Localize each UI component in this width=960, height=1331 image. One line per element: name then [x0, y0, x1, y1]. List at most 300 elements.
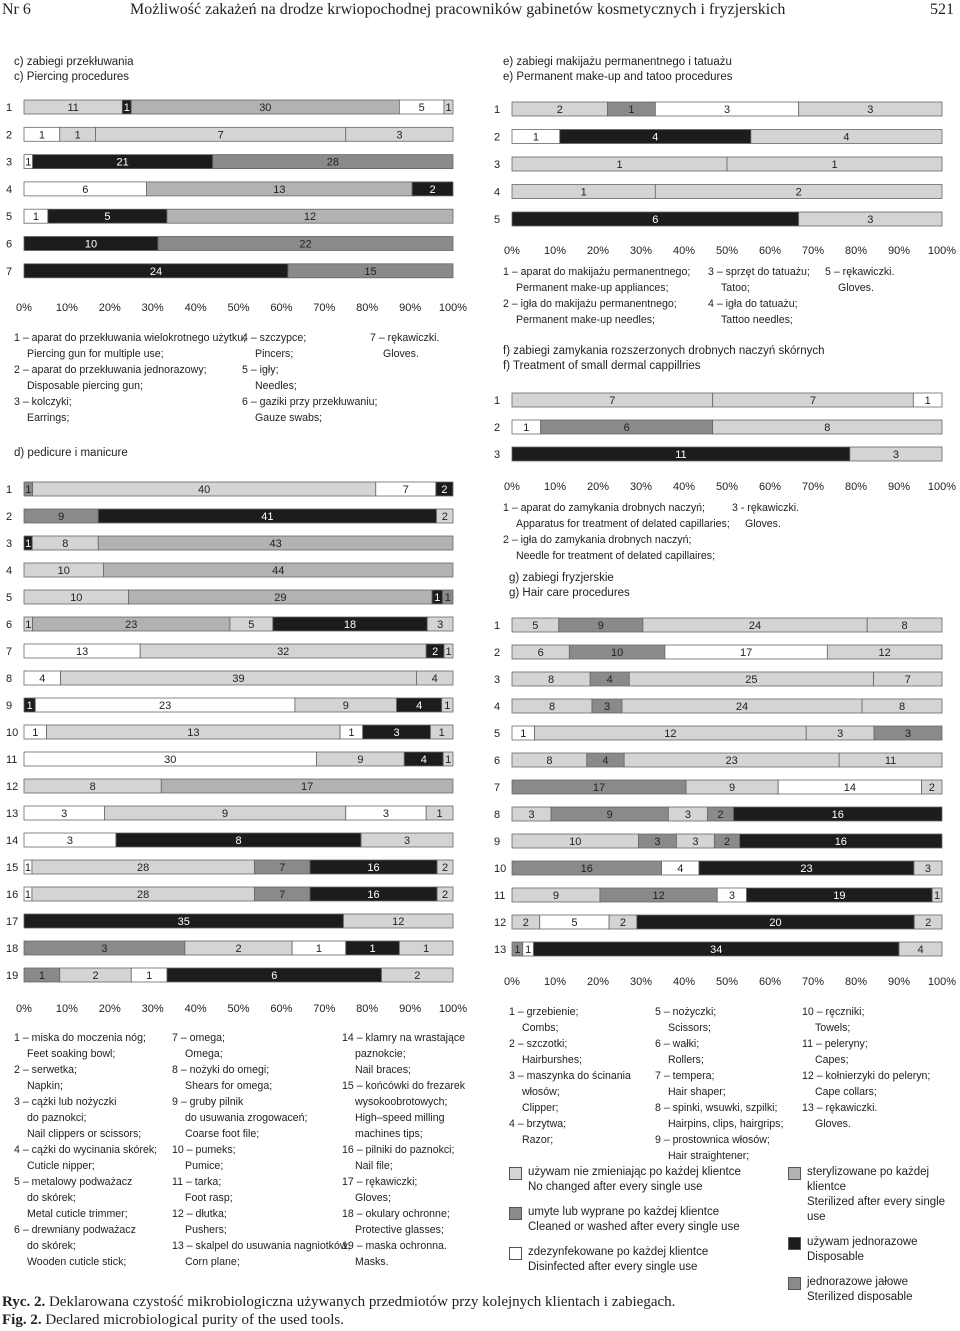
x-tick-label: 30%	[141, 302, 164, 314]
bar-value-label: 9	[357, 754, 364, 766]
bar-value-label: 2	[92, 970, 99, 982]
legend-item: 18 – okulary ochronne; Protective glasses;	[342, 1208, 450, 1236]
bar-value-label: 11	[67, 102, 79, 114]
legend-item: 6 – gaziki przy przekłuwaniu; Gauze swabs;	[242, 396, 378, 424]
bar-value-label: 4	[602, 755, 609, 767]
bar-value-label: 3	[892, 449, 899, 461]
x-tick-label: 20%	[586, 245, 610, 257]
x-tick-label: 100%	[927, 245, 957, 257]
x-tick-label: 30%	[141, 1003, 164, 1015]
x-tick-label: 60%	[270, 302, 293, 314]
bar-value-label: 4	[917, 944, 924, 956]
bar-value-label: 1	[445, 102, 452, 114]
x-tick-label: 90%	[399, 1003, 422, 1015]
bar-value-label: 1	[38, 970, 45, 982]
x-tick-label: 90%	[887, 481, 911, 493]
legend-item: 4 – szczypce; Pincers;	[242, 332, 307, 360]
panel-e-title-pl: e) zabiegi makijażu permanentnego i tatuażu	[503, 56, 732, 68]
bar-value-label: 10	[57, 565, 70, 577]
x-tick-label: 100%	[927, 481, 957, 493]
x-tick-label: 20%	[98, 302, 121, 314]
category-label: 8	[494, 809, 501, 821]
bar-value-label: 23	[125, 619, 138, 631]
legend-item: 13 – skalpel do usuwania nagniotków; Corn plane;	[172, 1240, 351, 1268]
key-entry: używam nie zmieniając po każdej klientce No changed after every single use	[509, 1165, 789, 1195]
x-tick-label: 50%	[227, 1003, 250, 1015]
category-label: 5	[494, 728, 501, 740]
bar-value-label: 9	[729, 782, 736, 794]
legend-item: 2 – igła do zamykania drobnych naczyń; Needle for treatment of delated capillaires;	[503, 534, 716, 562]
legend-item: 5 – nożyczki; Scissors;	[655, 1006, 717, 1034]
bar-value-label: 4	[652, 131, 659, 144]
caption-en-label: Fig. 2.	[2, 1312, 42, 1328]
bar-value-label: 5	[571, 917, 578, 929]
bar-value-label: 1	[831, 159, 838, 171]
bar-value-label: 16	[834, 836, 847, 848]
legend-item: 2 – aparat do przekłuwania jednorazowy; Disposable piercing gun;	[14, 364, 207, 392]
bar-value-label: 35	[177, 916, 190, 928]
category-label: 2	[494, 422, 501, 434]
bar-value-label: 7	[809, 395, 817, 407]
x-tick-label: 40%	[672, 976, 696, 988]
category-label: 13	[6, 808, 19, 820]
x-tick-label: 80%	[356, 302, 379, 314]
category-label: 10	[6, 727, 19, 739]
bar-value-label: 2	[429, 183, 436, 196]
bar-value-label: 10	[84, 238, 98, 251]
bar-value-label: 13	[187, 727, 200, 739]
x-tick-label: 0%	[16, 1003, 32, 1015]
category-label: 9	[6, 700, 13, 712]
caption-pl-label: Ryc. 2.	[2, 1294, 46, 1310]
bar-value-label: 1	[514, 944, 521, 956]
x-tick-label: 40%	[184, 1003, 207, 1015]
category-label: 7	[6, 646, 13, 658]
legend-item: 4 – cążki do wycinania skórek; Cuticle nipper;	[14, 1144, 158, 1172]
bar-value-label: 1	[525, 944, 532, 956]
bar-value-label: 8	[548, 674, 555, 686]
bar-value-label: 41	[261, 511, 274, 523]
key-entry: sterylizowane po każdej klientce Sterilized after every single use	[788, 1165, 958, 1225]
category-label: 18	[6, 943, 19, 955]
x-tick-label: 20%	[586, 976, 610, 988]
x-tick-label: 80%	[844, 245, 868, 257]
panel-d-title-pl: d) pedicure i manicure	[14, 447, 128, 459]
x-tick-label: 80%	[356, 1003, 379, 1015]
category-label: 4	[6, 183, 13, 196]
bar-value-label: 1	[32, 211, 39, 224]
bar-value-label: 3	[837, 728, 844, 740]
bar-value-label: 2	[795, 186, 802, 199]
legend-item: 9 – gruby pilnik do usuwania zrogowaceń; Coarse foot file;	[172, 1096, 308, 1140]
bar-value-label: 2	[441, 511, 448, 523]
bar-value-label: 4	[606, 674, 613, 686]
x-tick-label: 30%	[629, 481, 653, 493]
bar-value-label: 3	[684, 809, 691, 821]
bar-value-label: 28	[137, 889, 150, 901]
bar-value-label: 28	[137, 862, 150, 874]
bar-value-label: 11	[675, 449, 687, 461]
bar-value-label: 3	[692, 836, 699, 848]
bar-value-label: 24	[149, 265, 163, 278]
bar-value-label: 17	[739, 647, 753, 659]
bar-value-label: 1	[436, 808, 443, 820]
bar-value-label: 1	[25, 156, 32, 169]
category-label: 14	[6, 835, 19, 847]
bar-value-label: 12	[392, 916, 405, 928]
legend-item: 4 – brzytwa; Razor;	[509, 1118, 567, 1146]
bar-value-label: 1	[315, 943, 322, 955]
bar-value-label: 23	[725, 755, 738, 767]
bar-value-label: 7	[217, 129, 224, 142]
bar-value-label: 10	[70, 592, 83, 604]
legend-item: 4 – igła do tatuażu; Tattoo needles;	[708, 298, 798, 326]
bar-value-label: 34	[710, 944, 723, 956]
x-tick-label: 10%	[543, 976, 567, 988]
bar-value-label: 8	[546, 755, 553, 767]
bar-value-label: 23	[158, 700, 172, 712]
bar-value-label: 1	[924, 395, 931, 407]
legend-item: 3 - rękawiczki. Gloves.	[732, 502, 800, 530]
category-label: 4	[494, 186, 501, 199]
bar-value-label: 3	[924, 863, 932, 875]
category-label: 1	[494, 104, 501, 116]
bar-value-label: 16	[831, 809, 844, 821]
category-label: 7	[494, 782, 501, 794]
bar-value-label: 9	[58, 511, 65, 523]
bar-value-label: 2	[925, 917, 932, 929]
legend-item: 13 – rękawiczki. Gloves.	[802, 1102, 878, 1130]
legend-item: 1 – aparat do przekłuwania wielokrotnego użytku; Piercing gun for multiple use;	[14, 332, 247, 360]
x-tick-label: 60%	[758, 976, 782, 988]
legend-item: 6 – drewniany podważacz do skórek; Wooden cuticle stick;	[14, 1224, 136, 1268]
category-label: 5	[6, 211, 13, 224]
bar-value-label: 4	[420, 754, 427, 766]
category-label: 2	[494, 131, 501, 144]
bar-value-label: 6	[623, 422, 630, 434]
bar-value-label: 3	[382, 808, 390, 820]
key-entry: jednorazowe jałowe Sterilized disposable	[788, 1275, 958, 1305]
bar-value-label: 15	[364, 265, 377, 278]
legend-item: 1 – aparat do zamykania drobnych naczyń; Apparatus for treatment of delated capillaries;	[503, 502, 730, 530]
x-tick-label: 0%	[504, 481, 520, 493]
category-label: 2	[494, 647, 501, 659]
bar-value-label: 6	[537, 647, 544, 659]
category-label: 12	[494, 917, 507, 929]
bar-value-label: 4	[39, 673, 46, 685]
x-tick-label: 0%	[504, 976, 520, 988]
bar-value-label: 16	[580, 863, 593, 875]
bar-value-label: 6	[271, 970, 278, 982]
bar-value-label: 2	[522, 917, 529, 929]
x-tick-label: 80%	[844, 976, 868, 988]
bar-value-label: 8	[548, 701, 556, 713]
bar-value-label: 21	[116, 156, 129, 169]
panel-f-title-en: f) Treatment of small dermal cappillries	[503, 360, 701, 372]
bar-value-label: 3	[393, 727, 400, 739]
category-label: 3	[6, 156, 13, 169]
legend-item: 16 – pilniki do paznokci; Nail file;	[342, 1144, 455, 1172]
bar-value-label: 1	[444, 592, 451, 604]
bar-value-label: 2	[928, 782, 935, 794]
bar-value-label: 2	[717, 809, 724, 821]
bar-value-label: 16	[367, 862, 380, 874]
x-tick-label: 60%	[758, 245, 782, 257]
category-label: 3	[494, 449, 501, 461]
x-tick-label: 10%	[543, 481, 567, 493]
bar-value-label: 1	[348, 727, 355, 739]
bar-value-label: 1	[123, 102, 130, 114]
legend-item: 9 – prostownica włosów; Hair straightener;	[655, 1134, 770, 1162]
x-tick-label: 70%	[801, 976, 825, 988]
bar-value-label: 2	[723, 836, 731, 848]
legend-item: 2 – igła do makijażu permanentnego; Permanent make-up needles;	[503, 298, 677, 326]
x-tick-label: 10%	[543, 245, 567, 257]
category-label: 2	[6, 129, 13, 142]
x-tick-label: 50%	[715, 976, 739, 988]
category-label: 11	[494, 890, 506, 902]
bar-value-label: 3	[654, 836, 661, 848]
category-label: 4	[494, 701, 501, 713]
legend-item: 1 – miska do moczenia nóg; Feet soaking bowl;	[14, 1032, 146, 1060]
bar-value-label: 1	[74, 129, 81, 142]
key-entry: używam jednorazowe Disposable	[788, 1235, 958, 1265]
bar-value-label: 1	[523, 422, 530, 434]
bar-value-label: 17	[592, 782, 606, 794]
bar-value-label: 1	[532, 131, 539, 144]
bar-value-label: 1	[445, 754, 452, 766]
panel-c-title-pl: c) zabiegi przekłuwania	[14, 56, 134, 68]
panel-g-title-pl: g) zabiegi fryzjerskie	[509, 572, 614, 584]
x-tick-label: 90%	[887, 976, 911, 988]
caption-pl-text: Deklarowana czystość mikrobiologiczna używanych przedmiotów przy kolejnych klientach i zabiegach.	[48, 1294, 676, 1310]
caption-en-text: Declared microbiological purity of the used tools.	[45, 1312, 345, 1328]
category-label: 19	[6, 970, 19, 982]
bar-value-label: 3	[403, 835, 411, 847]
x-tick-label: 90%	[887, 245, 911, 257]
legend-item: 2 – serwetka; Napkin;	[14, 1064, 78, 1092]
bar-value-label: 14	[843, 782, 856, 794]
bar-value-label: 13	[75, 646, 89, 658]
category-label: 1	[494, 395, 501, 407]
bar-value-label: 5	[418, 102, 425, 114]
bar-value-label: 4	[416, 700, 423, 712]
bar-value-label: 1	[24, 889, 32, 901]
legend-item: 8 – spinki, wsuwki, szpilki; Hairpins, clips, hairgrips;	[655, 1102, 784, 1130]
legend-item: 11 – tarka; Foot rasp;	[172, 1176, 233, 1204]
page-number: 521	[930, 1, 954, 18]
bar-value-label: 3	[101, 943, 108, 955]
bar-value-label: 3	[728, 890, 735, 902]
bar-value-label: 8	[62, 538, 69, 550]
x-tick-label: 40%	[184, 302, 207, 314]
bar-value-label: 2	[619, 917, 627, 929]
bar-value-label: 4	[431, 673, 438, 685]
x-tick-label: 50%	[715, 245, 739, 257]
bar-value-label: 32	[277, 646, 290, 658]
bar-value-label: 23	[800, 863, 813, 875]
bar-value-label: 9	[222, 808, 229, 820]
x-tick-label: 10%	[55, 302, 78, 314]
bar-value-label: 2	[441, 484, 448, 496]
bar-value-label: 30	[259, 102, 272, 114]
legend-item: 12 – dłutka; Pushers;	[172, 1208, 227, 1236]
bar-value-label: 1	[444, 700, 451, 712]
bar-value-label: 2	[556, 104, 563, 116]
bar-value-label: 1	[520, 728, 527, 740]
bar-value-label: 1	[25, 619, 32, 631]
bar-value-label: 1	[38, 129, 45, 142]
legend-item: 5 – rękawiczki. Gloves.	[825, 266, 895, 294]
legend-item: 1 – aparat do makijażu permanentnego; Permanent make-up appliances;	[503, 266, 691, 294]
category-label: 6	[6, 238, 13, 251]
legend-item: 10 – ręczniki; Towels;	[802, 1006, 865, 1034]
category-label: 6	[6, 619, 13, 631]
bar-value-label: 18	[343, 619, 357, 631]
x-tick-label: 70%	[313, 302, 336, 314]
category-label: 3	[494, 159, 501, 171]
category-label: 10	[494, 863, 507, 875]
bar-value-label: 1	[445, 646, 452, 658]
panel-g-title-en: g) Hair care procedures	[509, 587, 630, 599]
bar-value-label: 6	[82, 183, 89, 196]
x-tick-label: 90%	[399, 302, 422, 314]
category-label: 5	[6, 592, 13, 604]
bar-value-label: 11	[884, 755, 897, 767]
bar-value-label: 7	[402, 484, 409, 496]
bar-value-label: 1	[580, 186, 587, 199]
category-label: 12	[6, 781, 19, 793]
x-tick-label: 10%	[55, 1003, 78, 1015]
bar-value-label: 30	[164, 754, 177, 766]
category-label: 9	[494, 836, 501, 848]
x-tick-label: 100%	[438, 302, 468, 314]
x-tick-label: 50%	[227, 302, 250, 314]
bar-value-label: 1	[434, 592, 441, 604]
journal-issue: Nr 6	[2, 1, 31, 18]
x-tick-label: 70%	[801, 481, 825, 493]
category-label: 3	[6, 538, 13, 550]
bar-value-label: 17	[301, 781, 314, 793]
x-tick-label: 0%	[16, 302, 32, 314]
legend-item: 6 – wałki; Rollers;	[655, 1038, 704, 1066]
bar-value-label: 1	[438, 727, 445, 739]
x-tick-label: 60%	[758, 481, 782, 493]
bar-value-label: 12	[878, 647, 891, 659]
bar-value-label: 43	[269, 538, 282, 550]
category-label: 5	[494, 214, 501, 226]
x-tick-label: 70%	[313, 1003, 336, 1015]
category-label: 4	[6, 565, 13, 577]
bar-value-label: 2	[432, 646, 439, 658]
bar-value-label: 1	[24, 862, 32, 874]
category-label: 11	[6, 754, 18, 766]
x-tick-label: 100%	[438, 1003, 468, 1015]
x-tick-label: 100%	[927, 976, 957, 988]
bar-value-label: 12	[652, 890, 665, 902]
bar-value-label: 40	[198, 484, 211, 496]
bar-value-label: 9	[597, 620, 604, 632]
bar-value-label: 16	[367, 889, 380, 901]
bar-value-label: 2	[414, 970, 421, 982]
bar-value-label: 2	[441, 862, 449, 874]
x-tick-label: 60%	[270, 1003, 293, 1015]
bar-value-label: 24	[735, 701, 749, 713]
legend-item: 7 – rękawiczki. Gloves.	[370, 332, 440, 360]
category-label: 7	[6, 265, 13, 278]
bar-value-label: 3	[723, 104, 731, 116]
bar-value-label: 22	[299, 238, 312, 251]
bar-value-label: 25	[745, 674, 758, 686]
legend-item: 3 – maszynka do ścinania włosów; Clipper;	[509, 1070, 631, 1114]
x-tick-label: 20%	[98, 1003, 121, 1015]
bar-value-label: 1	[32, 727, 39, 739]
x-tick-label: 30%	[629, 245, 653, 257]
panel-e-title-en: e) Permanent make-up and tatoo procedures	[503, 71, 733, 83]
running-title: Możliwość zakażeń na drodze krwiopochodnej pracowników gabinetów kosmetycznych i fryzjerskich	[130, 1, 786, 18]
x-tick-label: 40%	[672, 481, 696, 493]
bar-value-label: 4	[677, 863, 684, 875]
panel-f-title-pl: f) zabiegi zamykania rozszerzonych drobnych naczyń skórnych	[503, 345, 825, 357]
key-swatch	[509, 1207, 522, 1220]
category-label: 1	[6, 102, 13, 114]
bar-value-label: 3	[867, 104, 874, 116]
bar-value-label: 39	[232, 673, 245, 685]
key-swatch	[788, 1167, 801, 1180]
bar-value-label: 1	[26, 700, 33, 712]
key-swatch	[509, 1167, 522, 1180]
x-tick-label: 0%	[504, 245, 520, 257]
bar-value-label: 10	[610, 647, 624, 659]
category-label: 8	[6, 673, 13, 685]
legend-item: 7 – tempera; Hair shaper;	[655, 1070, 726, 1098]
legend-item: 17 – rękawiczki; Gloves;	[342, 1176, 418, 1204]
bar-value-label: 2	[235, 943, 242, 955]
x-tick-label: 30%	[629, 976, 653, 988]
legend-item: 3 – kolczyki; Earrings;	[14, 396, 72, 424]
bar-value-label: 8	[89, 781, 96, 793]
category-label: 1	[494, 620, 501, 632]
bar-value-label: 1	[628, 104, 635, 116]
panel-c-title-en: c) Piercing procedures	[14, 71, 130, 83]
bar-value-label: 1	[423, 943, 430, 955]
category-label: 1	[6, 484, 13, 496]
x-tick-label: 20%	[586, 481, 610, 493]
bar-value-label: 19	[833, 890, 846, 902]
legend-item: 12 – kołnierzyki do peleryn; Cape collars;	[802, 1070, 931, 1098]
bar-value-label: 24	[748, 620, 762, 632]
category-label: 3	[494, 674, 501, 686]
legend-item: 8 – nożyki do omegi; Shears for omega;	[172, 1064, 273, 1092]
bar-value-label: 9	[342, 700, 349, 712]
bar-value-label: 20	[769, 917, 782, 929]
bar-value-label: 9	[606, 809, 613, 821]
legend-item: 3 – sprzęt do tatuażu; Tatoo;	[708, 266, 810, 294]
bar-value-label: 7	[904, 674, 911, 686]
bar-value-label: 3	[904, 728, 912, 740]
figure-caption	[2, 1293, 675, 1329]
bar-value-label: 3	[396, 129, 403, 142]
bar-value-label: 1	[25, 484, 32, 496]
legend-item: 3 – cążki lub nożyczki do paznokci; Nail clippers or scissors;	[14, 1096, 142, 1140]
bar-value-label: 8	[824, 422, 831, 434]
bar-value-label: 4	[843, 131, 850, 144]
key-swatch	[788, 1277, 801, 1290]
legend-item: 11 – peleryny; Capes;	[802, 1038, 868, 1066]
bar-value-label: 12	[303, 211, 317, 224]
bar-value-label: 12	[664, 728, 677, 740]
bar-value-label: 44	[272, 565, 285, 577]
